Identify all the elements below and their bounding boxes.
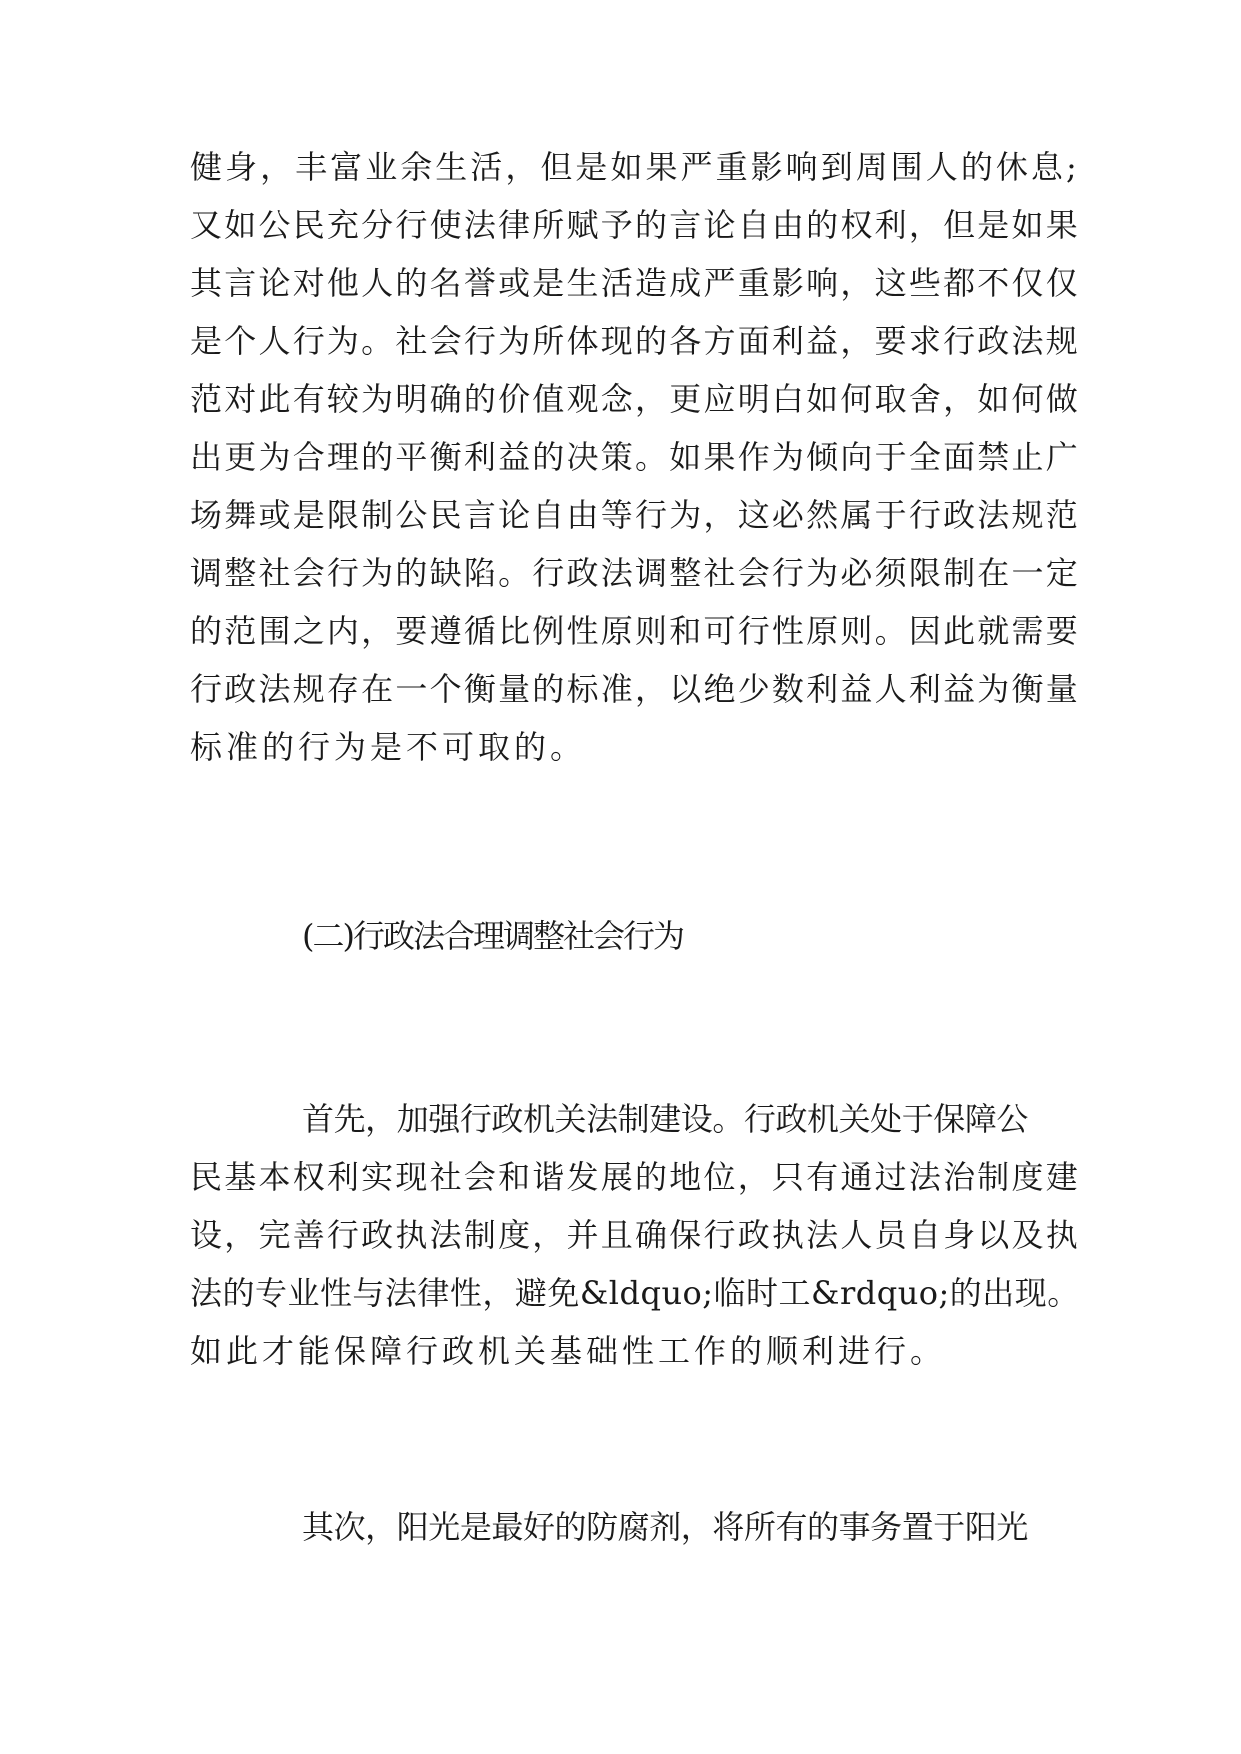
paragraph-1-line-4: 是个人行为。社会行为所体现的各方面利益，要求行政法规: [190, 322, 1081, 360]
paragraph-1-line-11: 标准的行为是不可取的。: [190, 728, 587, 766]
section-heading: (二)行政法合理调整社会行为: [302, 917, 683, 955]
paragraph-2-line-1: 首先，加强行政机关法制建设。行政机关处于保障公: [302, 1100, 1029, 1138]
paragraph-1-line-7: 场舞或是限制公民言论自由等行为，这必然属于行政法规范: [190, 496, 1081, 534]
paragraph-1-line-5: 范对此有较为明确的价值观念，更应明白如何取舍，如何做: [190, 380, 1081, 418]
paragraph-2-line-4: 法的专业性与法律性，避免&ldquo;临时工&rdquo;的出现。: [190, 1274, 1080, 1312]
paragraph-1-line-3: 其言论对他人的名誉或是生活造成严重影响，这些都不仅仅: [190, 264, 1081, 302]
paragraph-3-line-1: 其次，阳光是最好的防腐剂，将所有的事务置于阳光: [302, 1508, 1029, 1546]
paragraph-2-line-2: 民基本权利实现社会和谐发展的地位，只有通过法治制度建: [190, 1158, 1081, 1196]
paragraph-1-line-1: 健身，丰富业余生活，但是如果严重影响到周围人的休息;: [190, 148, 1080, 186]
paragraph-1-line-10: 行政法规存在一个衡量的标准，以绝少数利益人利益为衡量: [190, 670, 1081, 708]
paragraph-1-line-6: 出更为合理的平衡利益的决策。如果作为倾向于全面禁止广: [190, 438, 1081, 476]
paragraph-1-line-9: 的范围之内，要遵循比例性原则和可行性原则。因此就需要: [190, 612, 1081, 650]
paragraph-2-line-3: 设，完善行政执法制度，并且确保行政执法人员自身以及执: [190, 1216, 1081, 1254]
paragraph-2-line-5: 如此才能保障行政机关基础性工作的顺利进行。: [190, 1332, 947, 1370]
paragraph-1-line-8: 调整社会行为的缺陷。行政法调整社会行为必须限制在一定: [190, 554, 1081, 592]
paragraph-1-line-2: 又如公民充分行使法律所赋予的言论自由的权利，但是如果: [190, 206, 1081, 244]
